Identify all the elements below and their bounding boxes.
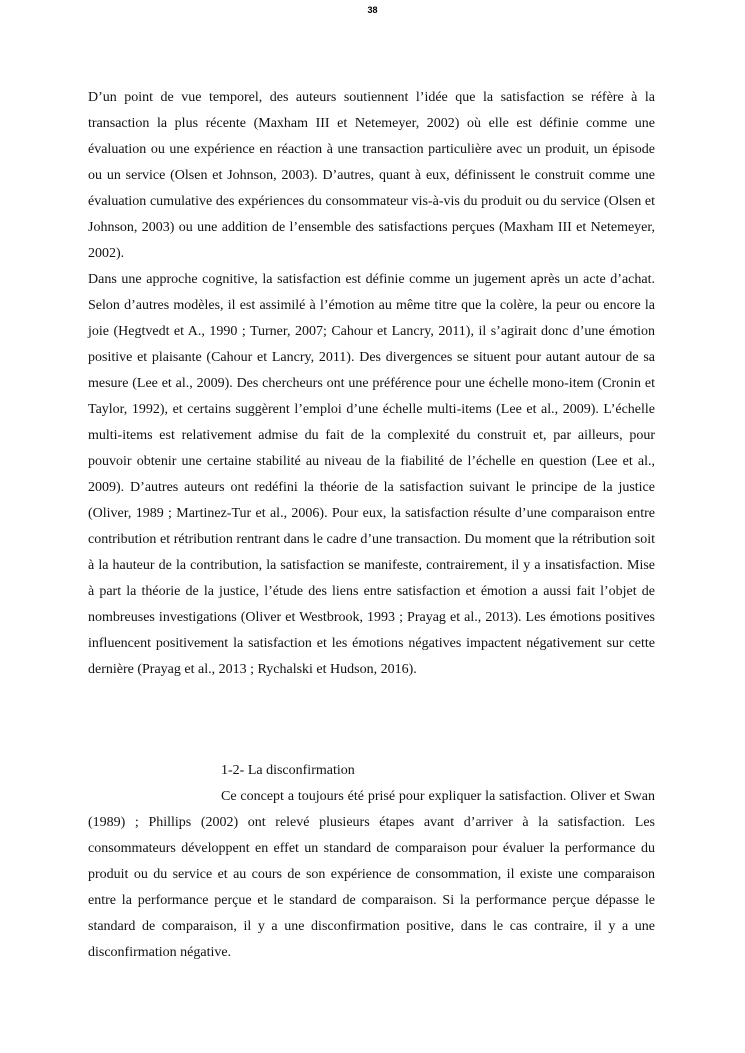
paragraph-disconfirmation: Ce concept a toujours été prisé pour expliquer la satisfaction. Oliver et Swan (1989) ; Phillips (2002) ont relevé plusieurs étapes avant d’arriver à la satisfaction. Les consommateurs développent en effet un standard de comparaison pour évaluer la performance du produit ou du service et au cours de son expérience de consommation, il existe une comparaison entre la performance perçue et le standard de comparaison. Si la performance perçue dépasse le standard de comparaison, il y a une disconfirmation positive, dans le cas contraire, il y a une disconfirmation négative. [88,789,655,960]
page-number: 38 [367,5,378,15]
section-heading: 1-2- La disconfirmation [221,763,355,778]
section-body [88,784,655,966]
body-paragraphs [88,85,655,683]
paragraph-cognitive-approach: Dans une approche cognitive, la satisfaction est définie comme un jugement après un acte d’achat. Selon d’autres modèles, il est assimilé à l’émotion au même titre que la colère, la peur ou encore la joie (Hegtvedt et A., 1990 ; Turner, 2007; Cahour et Lancry, 2011), il s’agirait donc d’une émotion positive et plaisante (Cahour et Lancry, 2011). Des divergences se situent pour autant autour de sa mesure (Lee et al., 2009). Des chercheurs ont une préférence pour une échelle mono-item (Cronin et Taylor, 1992), et certains suggèrent l’emploi d’une échelle multi-items (Lee et al., 2009). L’échelle multi-items est relativement admise du fait de la complexité du construit et, par ailleurs, pour pouvoir obtenir une certaine stabilité au niveau de la fiabilité de l’échelle en question (Lee et al., 2009). D’autres auteurs ont redéfini la théorie de la satisfaction suivant le principe de la justice (Oliver, 1989 ; Martinez-Tur et al., 2006). Pour eux, la satisfaction résulte d’une comparaison entre contribution et rétribution rentrant dans le cadre d’une transaction. Du moment que la rétribution soit à la hauteur de la contribution, la satisfaction se manifeste, contrairement, il y a insatisfaction. Mise à part la théorie de la justice, l’étude des liens entre satisfaction et émotion a aussi fait l’objet de nombreuses investigations (Oliver et Westbrook, 1993 ; Prayag et al., 2013). Les émotions positives influencent positivement la satisfaction et les émotions négatives impactent négativement sur cette dernière (Prayag et al., 2013 ; Rychalski et Hudson, 2016). [88,272,655,677]
paragraph-temporal-view: D’un point de vue temporel, des auteurs soutiennent l’idée que la satisfaction se réfère à la transaction la plus récente (Maxham III et Netemeyer, 2002) où elle est définie comme une évaluation ou une expérience en réaction à une transaction particulière avec un produit, un épisode ou un service (Olsen et Johnson, 2003). D’autres, quant à eux, définissent le construit comme une évaluation cumulative des expériences du consommateur vis-à-vis du produit ou du service (Olsen et Johnson, 2003) ou une addition de l’ensemble des satisfactions perçues (Maxham III et Netemeyer, 2002). [88,90,655,261]
